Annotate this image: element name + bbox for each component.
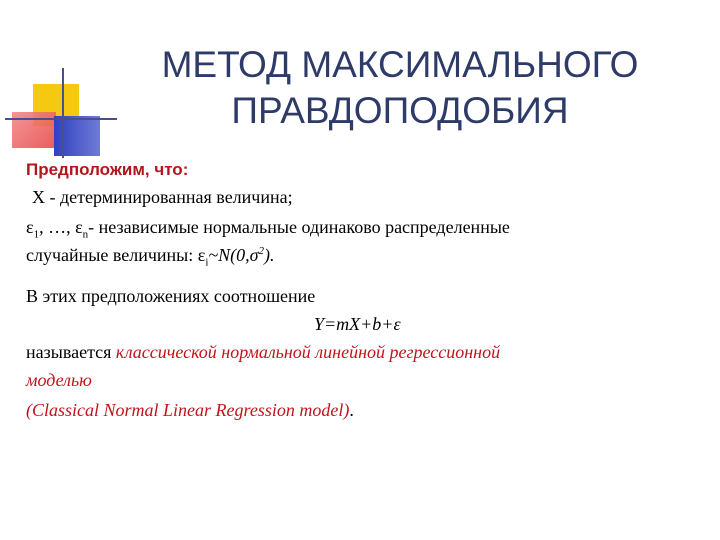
epsilon-symbol: ε — [26, 217, 34, 237]
subscript-i: i — [205, 256, 209, 269]
title-line-1: МЕТОД МАКСИМАЛЬНОГО — [161, 44, 639, 85]
relation-intro: В этих предположениях соотношение — [26, 286, 316, 306]
model-word: моделью — [26, 370, 92, 390]
regression-formula: Y=mX+b+ε — [314, 314, 401, 334]
assumptions-heading: Предположим, что: — [26, 160, 189, 179]
subscript-n: n — [82, 228, 89, 241]
called-text: называется — [26, 342, 116, 362]
superscript-2: 2 — [258, 245, 265, 257]
ellipsis-text: , …, — [39, 217, 76, 237]
assumption-x: X - детерминированная величина; — [32, 187, 293, 207]
model-name-line — [26, 342, 500, 363]
assumption-epsilon-text: - независимые нормальные одинаково распределенные — [88, 217, 510, 237]
english-model-red: (Classical Normal Linear Regression model) — [26, 400, 350, 420]
period: . — [349, 400, 354, 420]
assumption-epsilon — [26, 217, 510, 241]
model-name-red: классической нормальной линейной регрессионной — [115, 342, 501, 362]
subscript-1: 1 — [33, 228, 40, 241]
title-line-2: ПРАВДОПОДОБИЯ — [231, 90, 569, 131]
assumption-distribution — [26, 245, 275, 269]
distribution-text: случайные величины: — [26, 245, 198, 265]
epsilon-symbol: ε — [197, 245, 206, 265]
english-model-name — [26, 400, 354, 421]
distribution-formula-a: ~N(0,σ — [208, 245, 259, 265]
epsilon-symbol: ε — [75, 217, 83, 237]
distribution-formula-b: ). — [264, 245, 275, 265]
